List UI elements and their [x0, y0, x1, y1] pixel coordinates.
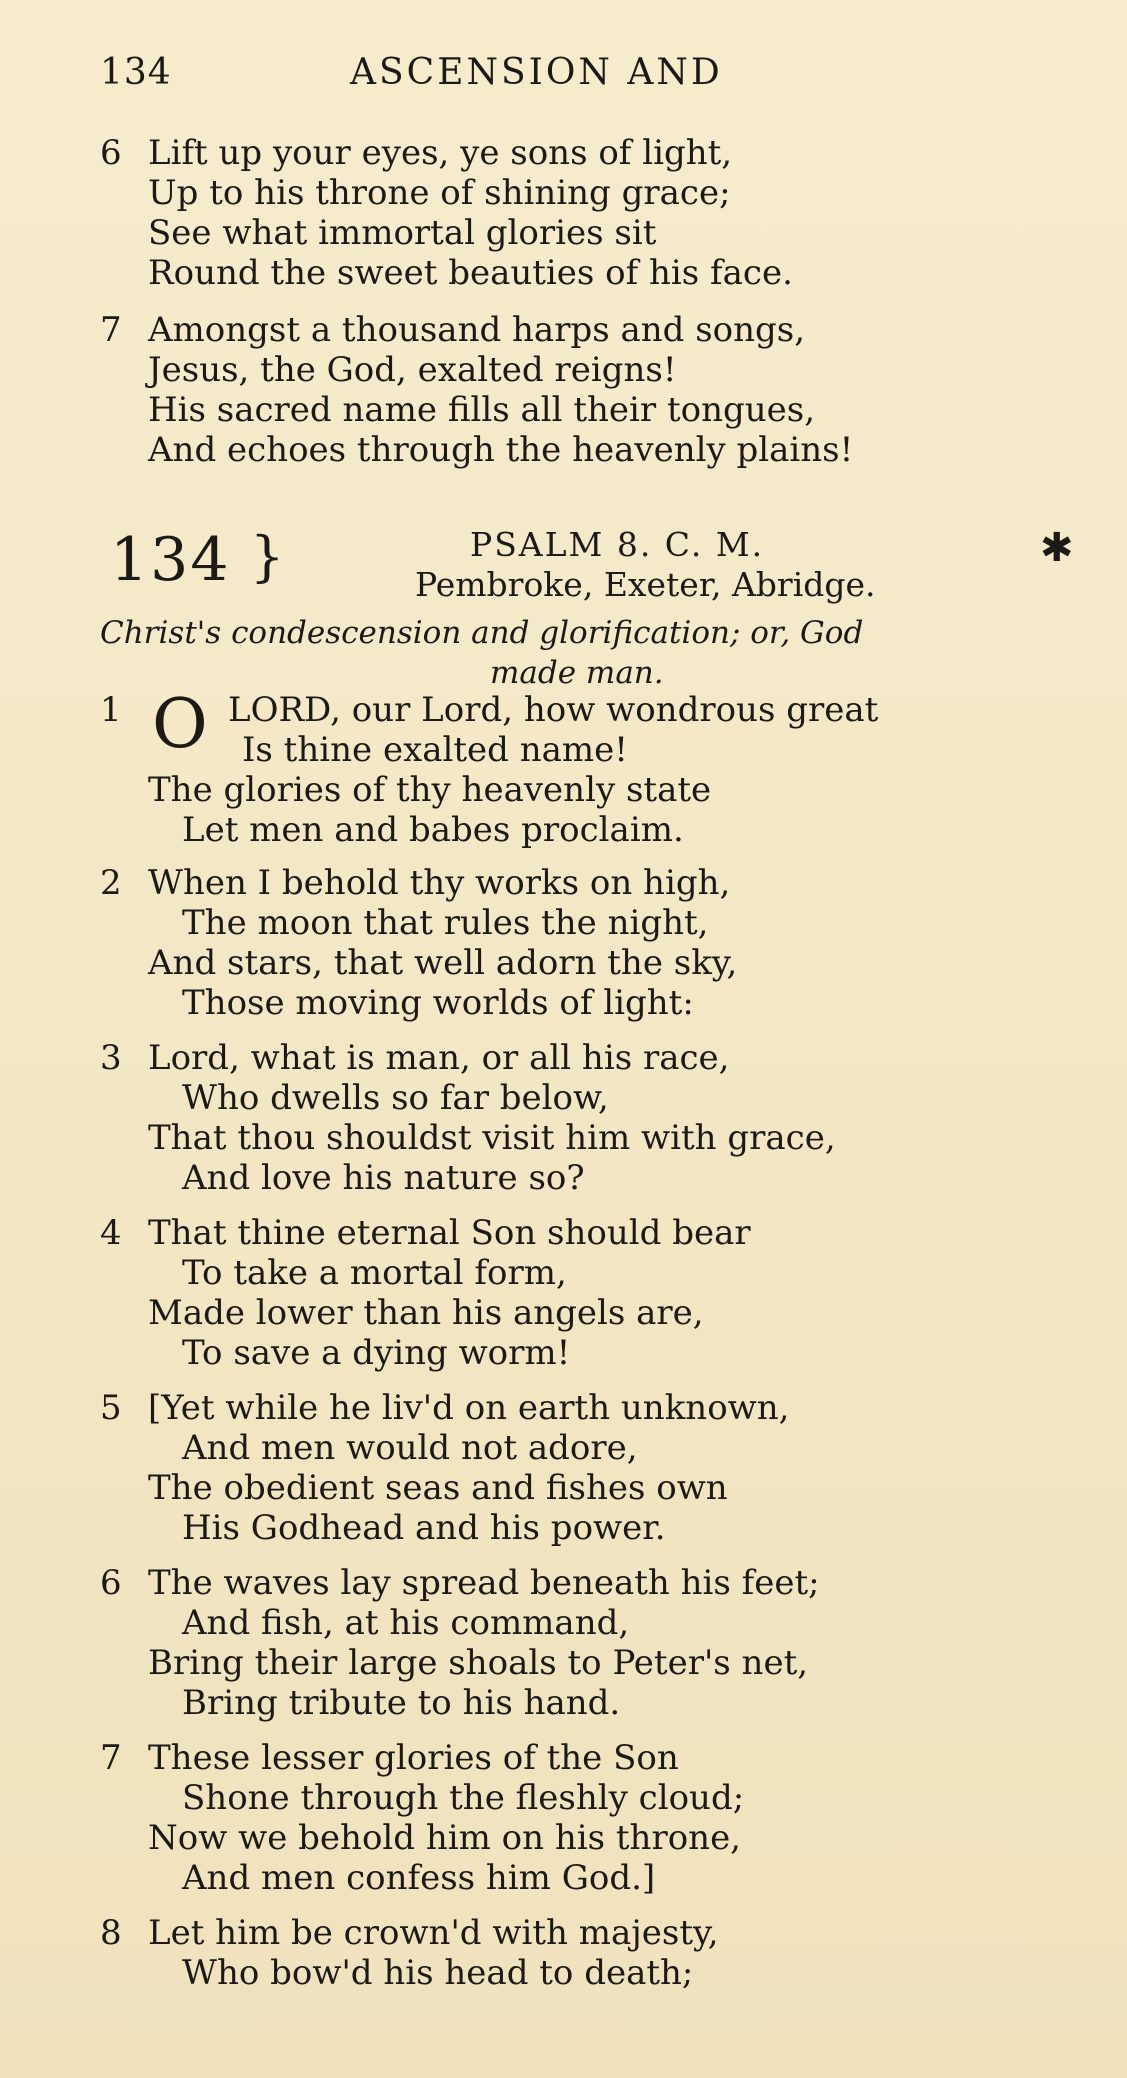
hymn-verse-3	[100, 1038, 1080, 1198]
verse-line: Bring their large shoals to Peter's net,	[148, 1643, 809, 1683]
verse-line: And stars, that well adorn the sky,	[148, 943, 738, 983]
verse-line: And echoes through the heavenly plains!	[148, 430, 854, 470]
verse-number: 5	[100, 1388, 122, 1428]
hymn-subject: Christ's condescension and glorification; or, God	[100, 615, 864, 651]
verse-number: 7	[100, 310, 122, 350]
verse-line: To take a mortal form,	[182, 1253, 567, 1293]
verse-line: Lord, what is man, or all his race,	[148, 1038, 730, 1078]
hymn-verse-8	[100, 1913, 1080, 1993]
hymn-verse-4	[100, 1213, 1080, 1373]
hymn-subject-continued: made man.	[490, 655, 664, 691]
verse-line: Is thine exalted name!	[242, 730, 628, 770]
verse-number: 6	[100, 133, 122, 173]
prev-verse-6	[100, 133, 1080, 293]
tune-names: Pembroke, Exeter, Abridge.	[415, 565, 876, 604]
verse-line: Those moving worlds of light:	[182, 983, 694, 1023]
hymn-heading	[100, 525, 1100, 691]
verse-line: His Godhead and his power.	[182, 1508, 666, 1548]
verse-line: These lesser glories of the Son	[148, 1738, 679, 1778]
verse-line: LORD, our Lord, how wondrous great	[228, 690, 879, 730]
verse-line: That thou shouldst visit him with grace,	[148, 1118, 836, 1158]
brace-glyph: }	[250, 525, 285, 588]
drop-cap: O	[152, 685, 208, 764]
verse-line: And men would not adore,	[182, 1428, 638, 1468]
running-head: ASCENSION AND	[350, 52, 723, 93]
verse-line: And fish, at his command,	[182, 1603, 630, 1643]
verse-line: Who dwells so far below,	[182, 1078, 609, 1118]
prev-verse-7	[100, 310, 1080, 470]
verse-line: And love his nature so?	[182, 1158, 585, 1198]
hymn-verse-5	[100, 1388, 1080, 1548]
hymn-verse-7	[100, 1738, 1080, 1898]
verse-line: See what immortal glories sit	[148, 213, 657, 253]
verse-line: Let men and babes proclaim.	[182, 810, 684, 850]
verse-line: To save a dying worm!	[182, 1333, 571, 1373]
verse-line: Round the sweet beauties of his face.	[148, 253, 793, 293]
verse-line: Now we behold him on his throne,	[148, 1818, 741, 1858]
verse-line: The obedient seas and fishes own	[148, 1468, 728, 1508]
verse-number: 4	[100, 1213, 122, 1253]
verse-line: Made lower than his angels are,	[148, 1293, 704, 1333]
hymn-verse-2	[100, 863, 1080, 1023]
verse-line: That thine eternal Son should bear	[148, 1213, 751, 1253]
verse-line: Up to his throne of shining grace;	[148, 173, 731, 213]
verse-number: 7	[100, 1738, 122, 1778]
verse-line: Jesus, the God, exalted reigns!	[148, 350, 677, 390]
verse-line: And men confess him God.]	[182, 1858, 656, 1898]
verse-number: 3	[100, 1038, 122, 1078]
verse-line: When I behold thy works on high,	[148, 863, 731, 903]
hymn-verse-6	[100, 1563, 1080, 1723]
hymn-number: 134	[110, 525, 231, 595]
verse-line: Bring tribute to his hand.	[182, 1683, 621, 1723]
verse-line: Amongst a thousand harps and songs,	[148, 310, 806, 350]
hymn-verse-1	[100, 685, 1080, 850]
verse-line: Shone through the fleshly cloud;	[182, 1778, 745, 1818]
verse-line: Let him be crown'd with majesty,	[148, 1913, 719, 1953]
verse-line: The waves lay spread beneath his feet;	[148, 1563, 820, 1603]
verse-number: 6	[100, 1563, 122, 1603]
psalm-title: PSALM 8. C. M.	[470, 525, 765, 564]
verse-number: 8	[100, 1913, 122, 1953]
verse-line: His sacred name fills all their tongues,	[148, 390, 816, 430]
verse-line: [Yet while he liv'd on earth unknown,	[148, 1388, 790, 1428]
verse-line: The moon that rules the night,	[182, 903, 709, 943]
verse-number: 2	[100, 863, 122, 903]
verse-line: Who bow'd his head to death;	[182, 1953, 694, 1993]
verse-number: 1	[100, 690, 122, 730]
asterisk-mark-icon: ✱	[1040, 525, 1074, 571]
verse-line: The glories of thy heavenly state	[148, 770, 712, 810]
page-number: 134	[100, 52, 172, 93]
verse-line: Lift up your eyes, ye sons of light,	[148, 133, 733, 173]
page-header	[100, 52, 800, 102]
